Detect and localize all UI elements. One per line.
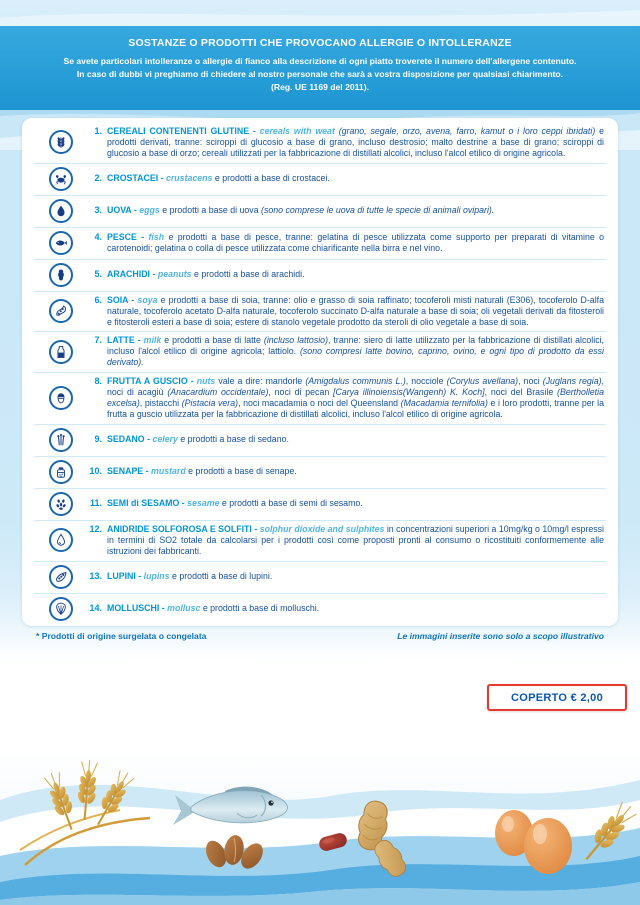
allergen-desc-body: e prodotti a base di sedano. (177, 434, 289, 445)
allergen-text (81, 269, 604, 280)
allergen-icon-glyph (54, 433, 68, 447)
lupins-icon (49, 565, 73, 589)
allergen-row (34, 457, 606, 489)
allergen-name: PESCE (107, 231, 137, 242)
allergen-separator: - (251, 523, 260, 534)
allergen-name: LUPINI (107, 570, 136, 581)
allergen-description (107, 232, 604, 254)
allergen-desc-body: e prodotti a base di uova (sono comprese le uova di tutte le specie di animali ovipari). (159, 205, 495, 216)
allergen-icon-glyph (54, 602, 68, 616)
page-title: SOSTANZE O PRODOTTI CHE PROVOCANO ALLERGIE O INTOLLERANZE (128, 37, 512, 49)
allergen-name-en: fish (148, 231, 165, 242)
allergen-icon-glyph (54, 135, 68, 149)
allergen-icon-glyph (54, 204, 68, 218)
allergen-row (34, 489, 606, 521)
allergen-description (107, 524, 604, 557)
allergen-separator: - (144, 434, 153, 445)
allergen-icon-glyph (54, 236, 68, 250)
allergen-icon-glyph (54, 172, 68, 186)
allergen-separator: - (128, 294, 138, 305)
allergen-desc-body: e prodotti a base di senape. (185, 466, 297, 477)
allergen-description (107, 295, 604, 328)
allergen-name: SENAPE (107, 466, 144, 477)
allergen-desc-body: (grano, segale, orzo, avena, farro, kamut o i loro ceppi ibridati) e prodotti derivati, tranne: sciroppi di glucosio a base di grano, incluso destrosio; malto destrine a base di grano; sciroppi di glucosio a base di orzo; cereali utilizzati per la fabbricazione di distillati alcolici, incluso l'alcol etilico di origine agricola. (107, 126, 605, 158)
allergen-desc-body: e prodotti a base di soia, tranne: olio e grasso di soia raffinato; tocoferoli misti naturali (E306), tocoferolo D-alfa naturale, tocoferolo acetato D-alfa naturale, tocoferolo succinato D-alfa naturale a base di soia; oli vegetali derivati da fitosteroli e fitosteroli esteri a base di soia; estere di stanolo vegetale prodotto da steroli di olio vegetale a base di soia. (107, 294, 604, 327)
allergen-number: 10. (89, 466, 102, 477)
allergen-text (81, 603, 604, 614)
allergen-separator: - (150, 269, 158, 280)
header-subtitle-2: In caso di dubbi vi preghiamo di chiedere al nostro personale che sarà a vostra disposizione per qualsiasi chiarimento. (76, 68, 564, 79)
allergen-separator: - (249, 126, 260, 136)
gluten-icon (49, 130, 73, 154)
allergen-separator: - (135, 570, 144, 581)
allergen-desc-body: e prodotti a base di molluschi. (200, 602, 320, 613)
allergen-name-en: peanuts (157, 269, 192, 280)
allergen-desc-body: vale a dire: mandorle (Amigdalus communis L.), nocciole (Corylus avellana), noci (Juglans regia), noci di acagiù (Anacardium occidentale), noci di pecan [Carya illinoiensis(Wangenh) K. Koch], noci del Brasile (Bertholletia excelsa), pistacchi (Pistacia vera), noci macadamia o noci del Queensland (Macadamia ternifolia) e i loro prodotti, tranne per la frutta a guscio utilizzata per la fabbricazione di distillati alcolici, incluso l'alcol etilico di origine agricola. (107, 376, 605, 419)
allergen-number: 6. (94, 294, 102, 305)
allergen-desc-body: in concentrazioni superiori a 10mg/kg o 10mg/l espressi in termini di SO2 totale da calcolarsi per i prodotti così come proposti pronti al consumo o ricostituiti conformemente alle istruzioni dei fabbricanti. (107, 523, 604, 556)
allergen-text (81, 126, 604, 159)
footnotes-band (0, 631, 640, 641)
allergen-description (107, 498, 604, 509)
footnote-illustrative-images: Le immagini inserite sono solo a scopo illustrativo (397, 631, 604, 641)
allergen-text (81, 232, 604, 254)
allergen-list (34, 123, 606, 621)
allergen-text (81, 571, 604, 582)
allergen-name-en: eggs (139, 205, 160, 216)
allergen-description (107, 603, 604, 614)
allergen-name: ARACHIDI (107, 269, 151, 280)
allergen-number: 11. (89, 498, 102, 509)
soy-icon (49, 299, 73, 323)
allergen-row (34, 373, 606, 425)
sulphites-icon (49, 528, 73, 552)
allergen-name-en: sesame (187, 498, 220, 509)
allergen-number: 2. (94, 173, 102, 184)
allergen-name: MOLLUSCHI (107, 602, 160, 613)
allergen-name-en: soya (137, 294, 158, 305)
coperto-box (487, 684, 627, 711)
allergen-number: 12. (89, 523, 102, 534)
sesame-icon (49, 492, 73, 516)
allergen-separator: - (143, 466, 152, 477)
allergen-number: 4. (94, 231, 102, 242)
coperto-label: COPERTO € 2,00 (510, 691, 604, 704)
allergen-text (81, 335, 604, 368)
allergen-icon-glyph (54, 497, 68, 511)
allergen-description (107, 466, 604, 477)
header-subtitle-3: (Reg. UE 1169 del 2011). (271, 81, 369, 92)
allergen-row (34, 521, 606, 562)
allergen-separator: - (187, 376, 197, 387)
background-wave-top (0, 0, 640, 26)
allergen-row (34, 332, 606, 373)
allergen-icon-glyph (54, 465, 68, 479)
header-subtitle-1: Se avete particolari intolleranze o allergie di fianco alla descrizione di ogni piatto troverete il numero dell'allergene contenuto. (63, 56, 577, 66)
allergen-name-en: cereals with weat (259, 126, 335, 136)
allergen-number: 5. (94, 269, 102, 280)
allergen-row (34, 425, 606, 457)
allergen-name: LATTE (107, 335, 135, 346)
allergen-separator: - (136, 231, 149, 242)
molluscs-icon (49, 597, 73, 621)
allergen-description (107, 434, 604, 445)
allergen-row (34, 260, 606, 292)
allergen-desc-body: e prodotti a base di pesce, tranne: gelatina di pesce utilizzata come supporto per preparati di vitamine o carotenoidi; gelatina o colla di pesce utilizzata come chiarificante nella birra e nel vino. (107, 231, 604, 253)
allergen-name-en: nuts (196, 376, 216, 387)
allergen-name: CEREALI CONTENENTI GLUTINE (107, 126, 250, 136)
allergen-name-en: mollusc (167, 602, 201, 613)
allergen-row (34, 123, 606, 164)
allergen-description (107, 126, 604, 159)
allergen-row (34, 562, 606, 594)
allergen-number: 3. (94, 205, 102, 216)
allergen-number: 7. (94, 335, 102, 346)
allergen-row (34, 164, 606, 196)
allergen-text (81, 295, 604, 328)
allergen-desc-body: e prodotti a base di arachidi. (191, 269, 305, 280)
allergen-text (81, 205, 604, 216)
mustard-icon (49, 460, 73, 484)
nuts-icon (49, 386, 73, 410)
allergen-text (81, 173, 604, 184)
milk-icon (49, 340, 73, 364)
allergen-name: SEMI di SESAMO (107, 498, 180, 509)
allergen-text (81, 434, 604, 445)
allergen-desc-body: e prodotti a base di crostacei. (212, 173, 330, 184)
allergen-icon-glyph (54, 268, 68, 282)
allergen-description (107, 205, 604, 216)
allergen-row (34, 196, 606, 228)
allergen-description (107, 173, 604, 184)
allergen-name-en: milk (143, 335, 162, 346)
egg-icon (49, 199, 73, 223)
allergen-separator: - (179, 498, 188, 509)
crustaceans-icon (49, 167, 73, 191)
celery-icon (49, 428, 73, 452)
allergen-card (22, 118, 618, 626)
allergen-separator: - (134, 335, 144, 346)
header-band (0, 26, 640, 110)
allergen-number: 14. (89, 602, 102, 613)
allergen-name-en: solphur dioxide and sulphites (259, 523, 385, 534)
allergen-icon-glyph (54, 304, 68, 318)
allergen-icon-glyph (54, 391, 68, 405)
allergen-text (81, 376, 604, 420)
allergen-description (107, 269, 604, 280)
allergen-desc-body: e prodotti a base di latte (incluso lattosio), tranne: siero di latte utilizzato per la fabbricazione di distillati alcolici, incluso l'alcol etilico di origine agricola; lattiolo. (sono compresi latte bovino, caprino, ovino, e ogni tipo di prodotto da essi derivato). (107, 335, 604, 368)
allergen-number: 9. (94, 434, 102, 445)
allergen-name: ANIDRIDE SOLFOROSA E SOLFITI (107, 523, 252, 534)
allergen-icon-glyph (54, 345, 68, 359)
allergen-text (81, 498, 604, 509)
allergen-separator: - (159, 602, 168, 613)
wave-food-illustration (0, 730, 640, 905)
allergen-separator: - (131, 205, 140, 216)
allergen-text (81, 524, 604, 557)
allergen-desc-body: e prodotti a base di lupini. (169, 570, 273, 581)
footnote-frozen-products: * Prodotti di origine surgelata o congelata (36, 631, 207, 641)
allergen-name: SOIA (107, 294, 129, 305)
allergen-name: UOVA (107, 205, 132, 216)
allergen-desc-body: e prodotti a base di semi di sesamo. (219, 498, 363, 509)
allergen-name: SEDANO (107, 434, 145, 445)
allergen-description (107, 335, 604, 368)
allergen-name-en: crustacens (165, 173, 213, 184)
allergen-name-en: mustard (151, 466, 186, 477)
allergen-name: FRUTTA A GUSCIO (107, 376, 188, 387)
allergen-separator: - (158, 173, 166, 184)
fish-icon (49, 231, 73, 255)
allergen-row (34, 292, 606, 333)
allergen-row (34, 594, 606, 625)
allergen-name-en: lupins (143, 570, 170, 581)
allergen-description (107, 376, 604, 420)
allergen-text (81, 466, 604, 477)
allergen-number: 13. (89, 570, 102, 581)
allergen-description (107, 571, 604, 582)
allergen-icon-glyph (54, 533, 68, 547)
allergen-number: 1. (94, 126, 102, 136)
peanuts-icon (49, 263, 73, 287)
allergen-number: 8. (94, 376, 102, 387)
allergen-row (34, 228, 606, 260)
allergen-name-en: celery (152, 434, 178, 445)
allergen-icon-glyph (54, 570, 68, 584)
allergen-name: CROSTACEI (107, 173, 159, 184)
